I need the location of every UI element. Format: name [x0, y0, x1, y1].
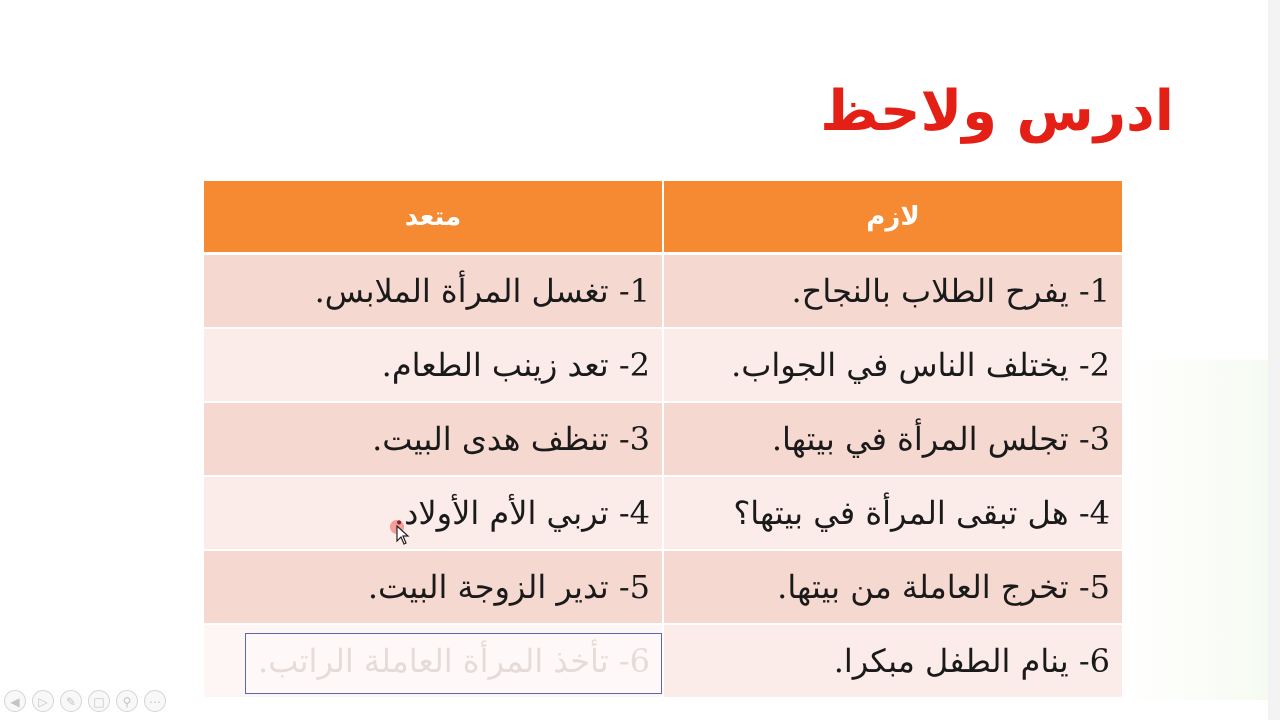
verb-table — [204, 181, 1122, 697]
transitive-sentence: 1- تغسل المرأة الملابس. — [314, 272, 650, 310]
transitive-sentence: 4- تربي الأم الأولاد. — [393, 494, 650, 532]
intransitive-sentence: 1- يفرح الطلاب بالنجاح. — [791, 272, 1110, 310]
transitive-sentence: 6- تأخذ المرأة العاملة الراتب. — [258, 642, 650, 680]
intransitive-sentence: 4- هل تبقى المرأة في بيتها؟ — [733, 494, 1110, 532]
transitive-sentence: 2- تعد زينب الطعام. — [381, 346, 650, 384]
presentation-toolbar — [4, 690, 166, 712]
transitive-cell — [204, 402, 663, 476]
intransitive-cell — [663, 476, 1122, 550]
background-tint — [1124, 360, 1268, 700]
slide-title: ادرس ولاحظ — [820, 79, 1174, 144]
intransitive-sentence: 5- تخرج العاملة من بيتها. — [777, 568, 1110, 606]
zoom-icon[interactable]: ⚲ — [116, 690, 138, 712]
play-icon[interactable]: ▷ — [32, 690, 54, 712]
intransitive-cell — [663, 402, 1122, 476]
table-row — [204, 402, 1122, 476]
transitive-cell — [204, 328, 663, 402]
back-icon[interactable]: ◀ — [4, 690, 26, 712]
intransitive-cell — [663, 624, 1122, 697]
intransitive-cell — [663, 328, 1122, 402]
intransitive-sentence: 3- تجلس المرأة في بيتها. — [771, 420, 1110, 458]
intransitive-sentence: 6- ينام الطفل مبكرا. — [833, 642, 1110, 680]
slides-icon[interactable]: □ — [88, 690, 110, 712]
pen-icon[interactable]: ✎ — [60, 690, 82, 712]
more-icon[interactable]: ⋯ — [144, 690, 166, 712]
transitive-sentence: 5- تدير الزوجة البيت. — [367, 568, 650, 606]
text-box-overlay[interactable] — [245, 633, 662, 694]
transitive-cell — [204, 476, 663, 550]
transitive-cell — [204, 254, 663, 329]
table-row — [204, 328, 1122, 402]
table-row — [204, 550, 1122, 624]
intransitive-sentence: 2- يختلف الناس في الجواب. — [731, 346, 1110, 384]
transitive-sentence: 3- تنظف هدى البيت. — [372, 420, 650, 458]
table-row — [204, 254, 1122, 329]
intransitive-cell — [663, 550, 1122, 624]
header-transitive: متعد — [204, 181, 663, 254]
intransitive-cell — [663, 254, 1122, 329]
table-row — [204, 476, 1122, 550]
window-edge — [1268, 0, 1280, 720]
mouse-pointer-icon — [396, 525, 410, 545]
transitive-cell — [204, 550, 663, 624]
table-header-row — [204, 181, 1122, 254]
header-intransitive: لازم — [663, 181, 1122, 254]
